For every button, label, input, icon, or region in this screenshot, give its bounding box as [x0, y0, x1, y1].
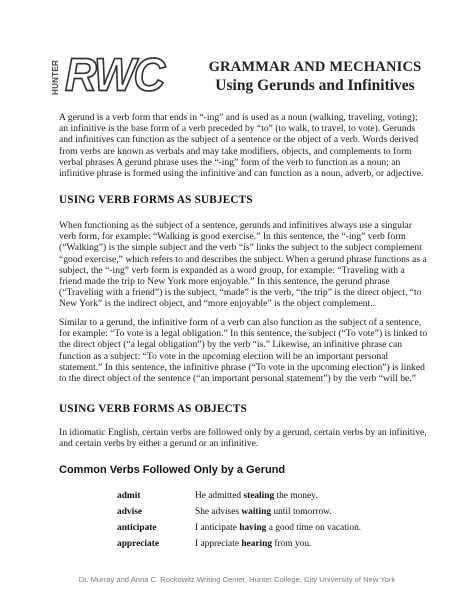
section-heading-objects: USING VERB FORMS AS OBJECTS	[59, 403, 247, 415]
verb-term: appreciate	[117, 539, 160, 549]
page-title: GRAMMAR AND MECHANICS	[208, 59, 422, 75]
subjects-paragraph-2: Similar to a gerund, the infinitive form of a verb can also function as the subject of a sentence, for example: “To vote is a legal obligation.” In this sentence, the subject (“To vote”) is linked to the direct object (“a legal obligation”) by the verb “is.” Likewise, an infinitive phrase can function as a subject: “To vote in the upcoming election will be an important personal statement.” In this sentence, the infinitive phrase (“To vote in the upcoming election”) is linked to the direct object of the sentence (“an important personal statement”) by the verb “will be.”	[59, 317, 428, 385]
example-gerund: hearing	[241, 539, 273, 549]
verb-row	[117, 507, 417, 523]
example-text: a good time on vacation.	[266, 523, 362, 533]
example-text: I anticipate	[195, 523, 240, 533]
verb-example	[195, 491, 318, 501]
example-text: She advises	[195, 507, 242, 517]
verb-row	[117, 539, 417, 555]
subjects-paragraph-1: When functioning as the subject of a sentence, gerunds and infinitives always use a singular verb form, for example: “Walking is good exercise.” In this sentence, the “-ing” verb form (“Walking”) is the simple subject and the verb “is” links the subject to the subject complement “good exercise,” which refers to and describes the subject. When a gerund phrase functions as a subject, the “-ing” verb form is expanded as a word group, for example: “Traveling with a friend made the trip to New York more enjoyable.” In this sentence, the gerund phrase (“Traveling with a friend”) is the subject, “made” is the verb, “the trip” is the direct object, “to New York” is the indirect object, and “more enjoyable” is the object complement..	[59, 220, 427, 310]
intro-paragraph: A gerund is a verb form that ends in “-ing” and is used as a noun (walking, traveling, voting); an infinitive is the base form of a verb preceded by “to” (to walk, to travel, to vote). Gerunds and infinitives can function as the subject of a sentence or the object of a verb. Words derived from verbs are known as verbals and may take modifiers, objects, and complements to form verbal phrases A gerund phrase uses the “-ing” form of the verb to function as a noun; an infinitive phrase is formed using the infinitive and can function as a noun, adverb, or adjective.	[59, 112, 424, 180]
page-subtitle: Using Gerunds and Infinitives	[215, 77, 415, 94]
example-text: I appreciate	[195, 539, 242, 549]
example-text: from you.	[272, 539, 312, 549]
verb-example	[195, 507, 332, 517]
objects-paragraph: In idiomatic English, certain verbs are followed only by a gerund, certain verbs by an infinitive, and certain verbs by either a gerund or an infinitive.	[59, 427, 427, 450]
verb-term: advise	[117, 507, 143, 517]
logo-hunter-text: HUNTER	[51, 59, 60, 95]
example-text: the money.	[274, 491, 318, 501]
verb-row	[117, 523, 417, 539]
verb-row	[117, 491, 417, 507]
verb-example	[195, 523, 361, 533]
example-gerund: waiting	[241, 507, 272, 517]
example-text: until tomorrow.	[271, 507, 332, 517]
verb-example	[195, 539, 311, 549]
example-gerund: stealing	[243, 491, 275, 501]
page-footer: Dr. Murray and Anna C. Rockowitz Writing Center, Hunter College, City University of New York	[78, 575, 396, 584]
gerund-verbs-heading: Common Verbs Followed Only by a Gerund	[59, 464, 286, 476]
gerund-verb-table	[117, 491, 417, 555]
logo-rwc-text: RWC	[65, 49, 164, 102]
verb-term: anticipate	[117, 523, 157, 533]
example-gerund: having	[239, 523, 267, 533]
verb-term: admit	[117, 491, 141, 501]
title-block	[205, 58, 425, 96]
example-text: He admitted	[195, 491, 244, 501]
section-heading-subjects: USING VERB FORMS AS SUBJECTS	[59, 194, 253, 206]
